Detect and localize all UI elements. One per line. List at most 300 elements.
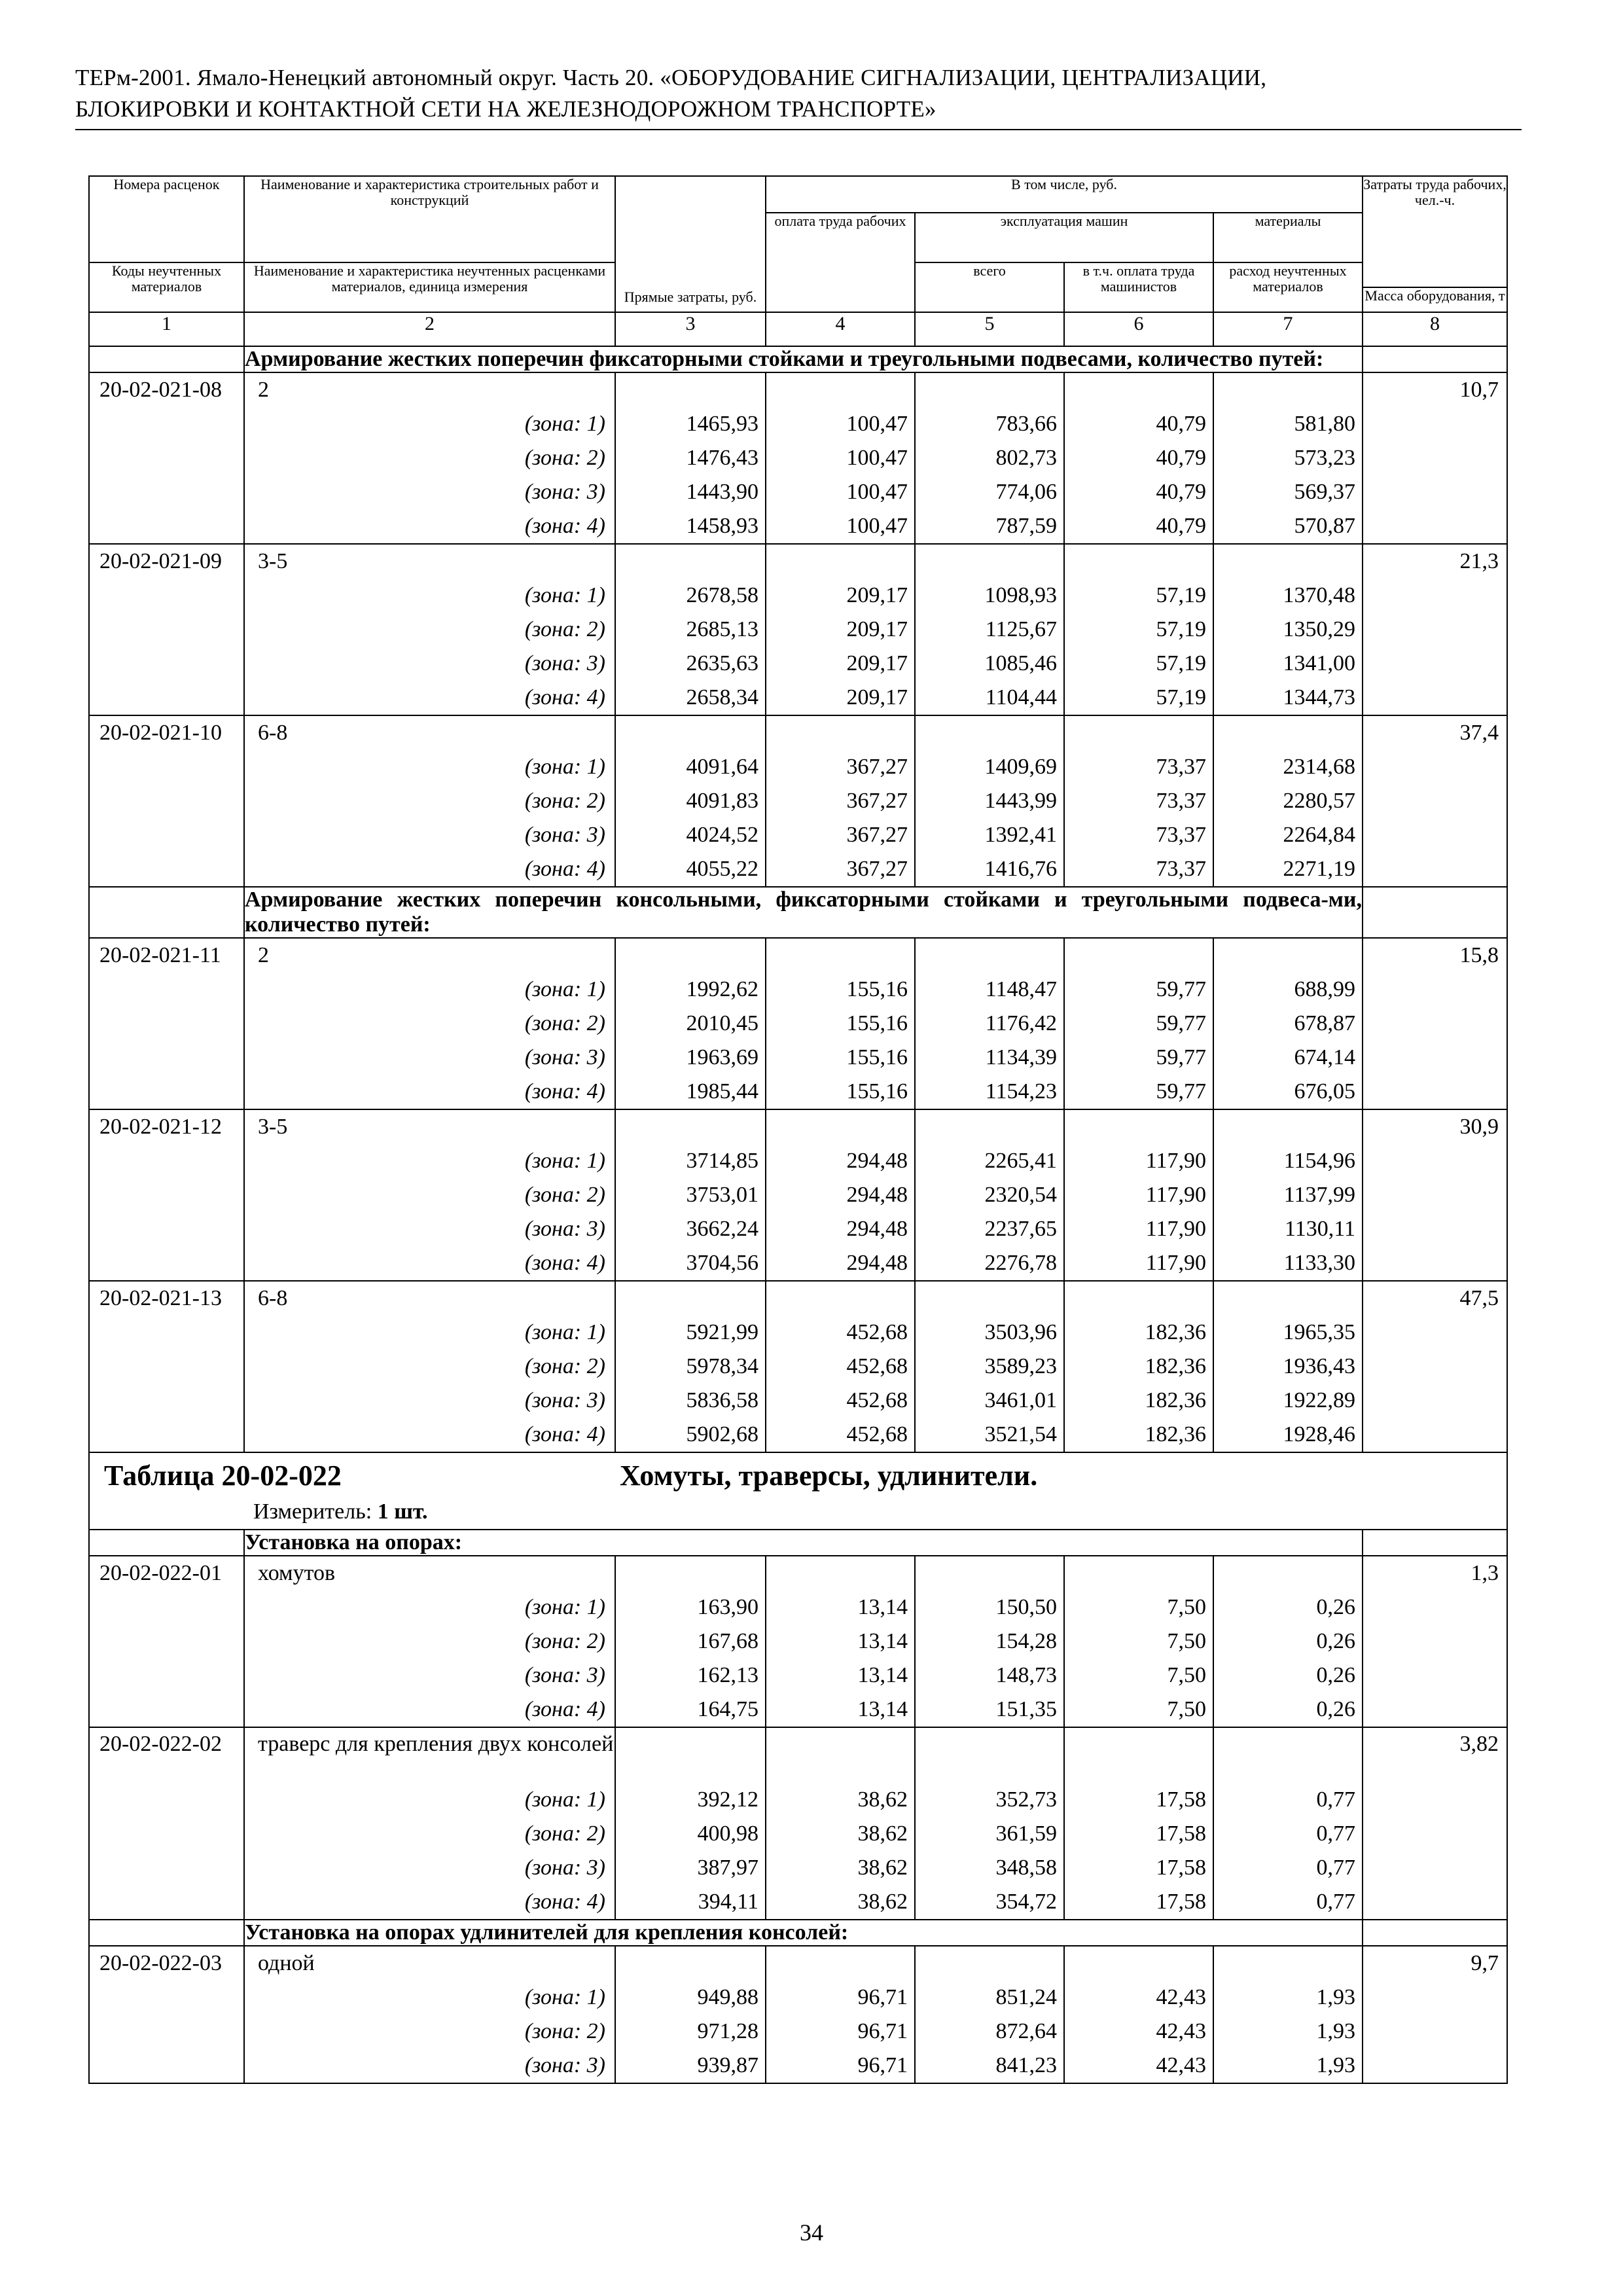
worker-pay: 452,68 [846, 1422, 908, 1446]
col-number: 8 [1363, 312, 1507, 346]
rate-name-cell [244, 1556, 615, 1727]
machine-cost-cell [915, 544, 1064, 715]
col-direct-costs: Прямые затраты, руб. [615, 176, 766, 312]
rate-code-cell [89, 1281, 244, 1452]
page-number: 34 [800, 2219, 823, 2246]
machine-cost-cell [915, 938, 1064, 1109]
zone-label: (зона: 3) [524, 651, 605, 675]
rate-code-cell [89, 1946, 244, 2083]
direct-cost: 1443,90 [686, 480, 758, 504]
section-spacer [89, 346, 244, 372]
direct-cost: 971,28 [697, 2019, 758, 2043]
blank-line [766, 1728, 914, 1783]
machinist-pay: 57,19 [1156, 651, 1206, 675]
machinist-pay-cell [1064, 544, 1213, 715]
rate-name-cell [244, 1281, 615, 1452]
labor-value: 10,7 [1459, 378, 1499, 402]
direct-cost: 167,68 [697, 1629, 758, 1653]
direct-cost: 2635,63 [686, 651, 758, 675]
rate-code: 20-02-021-08 [99, 378, 222, 402]
machine-cost: 1148,47 [985, 977, 1057, 1001]
section-spacer [1363, 346, 1507, 372]
machinist-pay: 17,58 [1156, 1890, 1206, 1914]
machinist-pay: 57,19 [1156, 685, 1206, 709]
rate-name: одной [258, 1951, 315, 1975]
zone-label: (зона: 1) [524, 755, 605, 779]
machine-cost: 3521,54 [984, 1422, 1057, 1446]
zone-label: (зона: 4) [524, 514, 605, 538]
rate-name-cell [244, 715, 615, 887]
labor-cell [1363, 938, 1507, 1109]
worker-pay: 96,71 [857, 2019, 908, 2043]
worker-pay: 13,14 [857, 1697, 908, 1721]
blank-line [616, 373, 765, 407]
blank-line [916, 373, 1063, 407]
col-materials: материалы [1213, 213, 1363, 262]
direct-cost: 3704,56 [686, 1251, 758, 1275]
worker-pay-cell [766, 1109, 915, 1281]
worker-pay-cell [766, 1281, 915, 1452]
machine-cost: 3461,01 [984, 1388, 1057, 1412]
machinist-pay: 182,36 [1145, 1354, 1206, 1378]
zone-label: (зона: 1) [524, 1985, 605, 2009]
material-cost: 1370,48 [1283, 583, 1356, 607]
blank-line [616, 1282, 765, 1316]
machine-cost: 2276,78 [984, 1251, 1057, 1275]
worker-pay: 100,47 [846, 480, 908, 504]
material-cost: 0,26 [1316, 1663, 1356, 1687]
worker-pay-cell [766, 1946, 915, 2083]
direct-cost: 5836,58 [686, 1388, 758, 1412]
machine-cost: 1125,67 [985, 617, 1057, 641]
material-cost: 1,93 [1316, 1985, 1356, 2009]
direct-cost: 2678,58 [686, 583, 758, 607]
machinist-pay: 182,36 [1145, 1422, 1206, 1446]
worker-pay: 155,16 [846, 1045, 908, 1069]
rate-name: 2 [258, 943, 269, 967]
machine-cost-cell [915, 715, 1064, 887]
machine-cost: 1085,46 [984, 651, 1057, 675]
machinist-pay: 17,58 [1156, 1856, 1206, 1880]
rate-name: 6-8 [258, 1286, 288, 1310]
rate-row [89, 1109, 1507, 1281]
labor-value: 30,9 [1459, 1115, 1499, 1139]
col-rate-numbers: Номера расценок [89, 176, 244, 262]
zone-label: (зона: 4) [524, 1251, 605, 1275]
machine-cost: 1104,44 [985, 685, 1057, 709]
rate-name: хомутов [258, 1561, 336, 1585]
col-number: 2 [244, 312, 615, 346]
machinist-pay: 7,50 [1167, 1697, 1206, 1721]
labor-cell [1363, 1281, 1507, 1452]
blank-line [1214, 1110, 1362, 1144]
blank-line [616, 1110, 765, 1144]
labor-value: 3,82 [1459, 1732, 1499, 1756]
rate-code: 20-02-022-01 [99, 1561, 222, 1585]
direct-cost-cell [615, 715, 766, 887]
machinist-pay: 117,90 [1145, 1149, 1206, 1173]
blank-line [1065, 1282, 1213, 1316]
material-cost-cell [1213, 1109, 1363, 1281]
section-spacer [1363, 1920, 1507, 1946]
machine-cost: 154,28 [995, 1629, 1057, 1653]
meter-label: Измеритель: [253, 1499, 372, 1524]
material-cost: 0,26 [1316, 1629, 1356, 1653]
section-spacer [89, 887, 244, 938]
machinist-pay: 117,90 [1145, 1217, 1206, 1241]
col-material-consumption: расход неучтенных материалов [1213, 262, 1363, 312]
machinist-pay: 40,79 [1156, 514, 1206, 538]
labor-cell [1363, 544, 1507, 715]
worker-pay: 209,17 [846, 651, 908, 675]
rate-code-cell [89, 1109, 244, 1281]
section-title: Армирование жестких поперечин фиксаторными стойками и треугольными подвесами, количество путей: [244, 346, 1363, 372]
machine-cost: 354,72 [995, 1890, 1057, 1914]
rate-name: 6-8 [258, 721, 288, 745]
col-total: всего [915, 262, 1064, 312]
machine-cost-cell [915, 372, 1064, 544]
machine-cost: 352,73 [995, 1787, 1057, 1812]
meter-value: 1 шт. [377, 1499, 428, 1524]
worker-pay: 155,16 [846, 977, 908, 1001]
blank-line [1214, 1556, 1362, 1590]
direct-cost: 5978,34 [686, 1354, 758, 1378]
blank-line [1214, 373, 1362, 407]
blank-line [616, 939, 765, 973]
zone-label: (зона: 3) [524, 1045, 605, 1069]
direct-cost: 163,90 [697, 1595, 758, 1619]
machinist-pay: 182,36 [1145, 1388, 1206, 1412]
machine-cost: 3503,96 [984, 1320, 1057, 1344]
direct-cost: 2685,13 [686, 617, 758, 641]
worker-pay-cell [766, 1727, 915, 1920]
direct-cost: 939,87 [697, 2053, 758, 2077]
labor-cell [1363, 372, 1507, 544]
col-number: 5 [915, 312, 1064, 346]
machinist-pay: 59,77 [1156, 1011, 1206, 1035]
blank-line [766, 939, 914, 973]
zone-label: (зона: 2) [524, 2019, 605, 2043]
worker-pay-cell [766, 715, 915, 887]
material-cost: 1130,11 [1285, 1217, 1356, 1241]
blank-line [1214, 716, 1362, 750]
col-unaccounted-names: Наименование и характеристика неучтенных расценками материалов, единица измерения [244, 262, 615, 312]
material-cost-cell [1213, 372, 1363, 544]
rate-name-cell [244, 1727, 615, 1920]
worker-pay: 155,16 [846, 1079, 908, 1103]
blank-line [1214, 545, 1362, 579]
machine-cost-cell [915, 1109, 1064, 1281]
rate-code: 20-02-021-10 [99, 721, 222, 745]
zone-label: (зона: 4) [524, 857, 605, 881]
worker-pay: 13,14 [857, 1595, 908, 1619]
labor-value: 21,3 [1459, 549, 1499, 573]
direct-cost: 164,75 [697, 1697, 758, 1721]
machine-cost: 1098,93 [984, 583, 1057, 607]
zone-label: (зона: 1) [524, 1595, 605, 1619]
labor-cell [1363, 1946, 1507, 2083]
direct-cost: 4024,52 [686, 823, 758, 847]
material-cost-cell [1213, 1727, 1363, 1920]
material-cost: 678,87 [1294, 1011, 1356, 1035]
machinist-pay: 7,50 [1167, 1663, 1206, 1687]
machine-cost: 802,73 [995, 446, 1057, 470]
blank-line [616, 545, 765, 579]
worker-pay: 209,17 [846, 583, 908, 607]
machinist-pay: 7,50 [1167, 1629, 1206, 1653]
zone-label: (зона: 2) [524, 446, 605, 470]
machinist-pay-cell [1064, 938, 1213, 1109]
direct-cost-cell [615, 372, 766, 544]
material-cost: 1341,00 [1283, 651, 1356, 675]
section-title: Армирование жестких поперечин консольными, фиксаторными стойками и треугольными подвеса-ми, количество путей: [245, 888, 1363, 937]
machine-cost: 2237,65 [984, 1217, 1057, 1241]
blank-line [1214, 1728, 1362, 1783]
rate-row [89, 715, 1507, 887]
worker-pay: 13,14 [857, 1629, 908, 1653]
blank-line [616, 1728, 765, 1783]
blank-line [916, 1728, 1063, 1783]
worker-pay-cell [766, 938, 915, 1109]
material-cost: 2314,68 [1283, 755, 1356, 779]
material-cost: 1344,73 [1283, 685, 1356, 709]
machine-cost: 348,58 [995, 1856, 1057, 1880]
blank-line [616, 716, 765, 750]
rate-row [89, 544, 1507, 715]
zone-label: (зона: 4) [524, 685, 605, 709]
section-spacer [89, 1530, 244, 1556]
worker-pay: 452,68 [846, 1320, 908, 1344]
direct-cost: 5921,99 [686, 1320, 758, 1344]
material-cost: 0,77 [1316, 1890, 1356, 1914]
labor-value: 15,8 [1459, 943, 1499, 967]
meter-line [90, 1499, 1507, 1529]
rate-code-cell [89, 938, 244, 1109]
blank-line [1065, 545, 1213, 579]
blank-line [916, 545, 1063, 579]
machinist-pay-cell [1064, 1109, 1213, 1281]
machine-cost: 1176,42 [985, 1011, 1057, 1035]
machine-cost-cell [915, 1727, 1064, 1920]
material-cost-cell [1213, 1281, 1363, 1452]
direct-cost: 1465,93 [686, 412, 758, 436]
material-cost: 2264,84 [1283, 823, 1356, 847]
rate-code-cell [89, 1556, 244, 1727]
machinist-pay: 73,37 [1156, 857, 1206, 881]
zone-label: (зона: 4) [524, 1079, 605, 1103]
rate-row [89, 372, 1507, 544]
col-in-that-number: В том числе, руб. [766, 176, 1363, 213]
blank-line [916, 939, 1063, 973]
section-spacer [1363, 1530, 1507, 1556]
material-cost: 1154,96 [1283, 1149, 1356, 1173]
blank-line [916, 1946, 1063, 1981]
worker-pay: 294,48 [846, 1183, 908, 1207]
col-number: 4 [766, 312, 915, 346]
material-cost: 1,93 [1316, 2019, 1356, 2043]
blank-line [766, 545, 914, 579]
direct-cost-cell [615, 1556, 766, 1727]
material-cost: 1133,30 [1283, 1251, 1356, 1275]
rate-code: 20-02-022-03 [99, 1951, 222, 1975]
machine-cost: 783,66 [995, 412, 1057, 436]
worker-pay: 100,47 [846, 446, 908, 470]
machinist-pay: 59,77 [1156, 1079, 1206, 1103]
labor-cell [1363, 715, 1507, 887]
col-unaccounted-codes: Коды неучтенных материалов [89, 262, 244, 312]
material-cost-cell [1213, 938, 1363, 1109]
zone-label: (зона: 1) [524, 1320, 605, 1344]
material-cost: 676,05 [1294, 1079, 1356, 1103]
machinist-pay: 40,79 [1156, 480, 1206, 504]
machinist-pay: 17,58 [1156, 1821, 1206, 1846]
worker-pay-cell [766, 1556, 915, 1727]
rate-code: 20-02-021-11 [99, 943, 221, 967]
machine-cost: 2265,41 [984, 1149, 1057, 1173]
col-machine-ops: эксплуатация машин [915, 213, 1213, 262]
rate-row [89, 938, 1507, 1109]
zone-label: (зона: 2) [524, 1183, 605, 1207]
machinist-pay: 57,19 [1156, 583, 1206, 607]
rate-code: 20-02-022-02 [99, 1732, 222, 1756]
zone-label: (зона: 3) [524, 1388, 605, 1412]
machinist-pay: 57,19 [1156, 617, 1206, 641]
machine-cost: 150,50 [995, 1595, 1057, 1619]
blank-line [1214, 1946, 1362, 1981]
direct-cost: 1992,62 [686, 977, 758, 1001]
table-title: Хомуты, траверсы, удлинители. [620, 1460, 1038, 1492]
blank-line [1065, 939, 1213, 973]
machinist-pay: 73,37 [1156, 823, 1206, 847]
zone-label: (зона: 2) [524, 789, 605, 813]
material-cost: 573,23 [1294, 446, 1356, 470]
material-cost: 1928,46 [1283, 1422, 1356, 1446]
machine-cost: 1134,39 [985, 1045, 1057, 1069]
machine-cost: 841,23 [995, 2053, 1057, 2077]
worker-pay: 294,48 [846, 1217, 908, 1241]
zone-label: (зона: 2) [524, 1011, 605, 1035]
blank-line [1214, 1282, 1362, 1316]
machinist-pay: 182,36 [1145, 1320, 1206, 1344]
col-number: 6 [1064, 312, 1213, 346]
direct-cost-cell [615, 1946, 766, 2083]
machinist-pay: 17,58 [1156, 1787, 1206, 1812]
machine-cost: 151,35 [995, 1697, 1057, 1721]
labor-value: 47,5 [1459, 1286, 1499, 1310]
machinist-pay-cell [1064, 1281, 1213, 1452]
blank-line [916, 1282, 1063, 1316]
worker-pay: 367,27 [846, 823, 908, 847]
blank-line [766, 1282, 914, 1316]
rate-row [89, 1556, 1507, 1727]
machine-cost: 2320,54 [984, 1183, 1057, 1207]
labor-cell [1363, 1109, 1507, 1281]
section-title: Установка на опорах: [244, 1530, 1363, 1556]
table-caption [90, 1453, 1507, 1499]
direct-cost-cell [615, 544, 766, 715]
machinist-pay: 7,50 [1167, 1595, 1206, 1619]
machine-cost: 1154,23 [985, 1079, 1057, 1103]
rate-row [89, 1946, 1507, 2083]
machine-cost: 774,06 [995, 480, 1057, 504]
machinist-pay: 42,43 [1156, 2019, 1206, 2043]
blank-line [1065, 1556, 1213, 1590]
rates-table [88, 175, 1508, 2084]
header-line-1: ТЕРм-2001. Ямало-Ненецкий автономный округ. Часть 20. «ОБОРУДОВАНИЕ СИГНАЛИЗАЦИИ, ЦЕНТРАЛИЗАЦИИ, [75, 65, 1267, 90]
rate-name: 3-5 [258, 1115, 288, 1139]
page-header [75, 62, 1522, 130]
blank-line [916, 1556, 1063, 1590]
worker-pay: 209,17 [846, 617, 908, 641]
rate-code-cell [89, 1727, 244, 1920]
rate-name-cell [244, 1946, 615, 2083]
rate-code-cell [89, 544, 244, 715]
blank-line [1065, 1946, 1213, 1981]
direct-cost: 949,88 [697, 1985, 758, 2009]
direct-cost: 1985,44 [686, 1079, 758, 1103]
worker-pay-cell [766, 544, 915, 715]
worker-pay: 452,68 [846, 1388, 908, 1412]
blank-line [916, 716, 1063, 750]
labor-cell [1363, 1556, 1507, 1727]
direct-cost: 1963,69 [686, 1045, 758, 1069]
direct-cost: 3662,24 [686, 1217, 758, 1241]
machine-cost: 851,24 [995, 1985, 1057, 2009]
rate-name: 2 [258, 378, 269, 402]
labor-value: 37,4 [1459, 721, 1499, 745]
col-number: 1 [89, 312, 244, 346]
material-cost: 1922,89 [1283, 1388, 1356, 1412]
blank-line [766, 716, 914, 750]
machinist-pay: 117,90 [1145, 1183, 1206, 1207]
col-equipment-mass: Масса оборудования, т [1363, 287, 1507, 312]
zone-label: (зона: 3) [524, 480, 605, 504]
material-cost: 688,99 [1294, 977, 1356, 1001]
machine-cost: 1443,99 [984, 789, 1057, 813]
direct-cost: 3753,01 [686, 1183, 758, 1207]
machinist-pay-cell [1064, 372, 1213, 544]
zone-label: (зона: 3) [524, 1856, 605, 1880]
material-cost: 0,77 [1316, 1821, 1356, 1846]
material-cost: 0,26 [1316, 1697, 1356, 1721]
worker-pay: 38,62 [857, 1856, 908, 1880]
material-cost: 1965,35 [1283, 1320, 1356, 1344]
rate-row [89, 1281, 1507, 1452]
direct-cost: 3714,85 [686, 1149, 758, 1173]
worker-pay: 38,62 [857, 1821, 908, 1846]
machinist-pay: 40,79 [1156, 446, 1206, 470]
zone-label: (зона: 3) [524, 1663, 605, 1687]
section-spacer [1363, 887, 1507, 938]
blank-line [766, 1556, 914, 1590]
col-worker-pay: оплата труда рабочих [766, 213, 915, 312]
col-labor-costs: Затраты труда рабочих, чел.-ч. [1363, 176, 1507, 287]
machinist-pay: 40,79 [1156, 412, 1206, 436]
material-cost: 2280,57 [1283, 789, 1356, 813]
material-cost: 1936,43 [1283, 1354, 1356, 1378]
worker-pay: 209,17 [846, 685, 908, 709]
zone-label: (зона: 1) [524, 583, 605, 607]
machine-cost: 787,59 [995, 514, 1057, 538]
labor-value: 1,3 [1471, 1561, 1499, 1585]
rate-code: 20-02-021-13 [99, 1286, 222, 1310]
material-cost-cell [1213, 1946, 1363, 2083]
zone-label: (зона: 3) [524, 823, 605, 847]
rate-name-cell [244, 938, 615, 1109]
material-cost: 569,37 [1294, 480, 1356, 504]
blank-line [1065, 1110, 1213, 1144]
rate-code: 20-02-021-09 [99, 549, 222, 573]
